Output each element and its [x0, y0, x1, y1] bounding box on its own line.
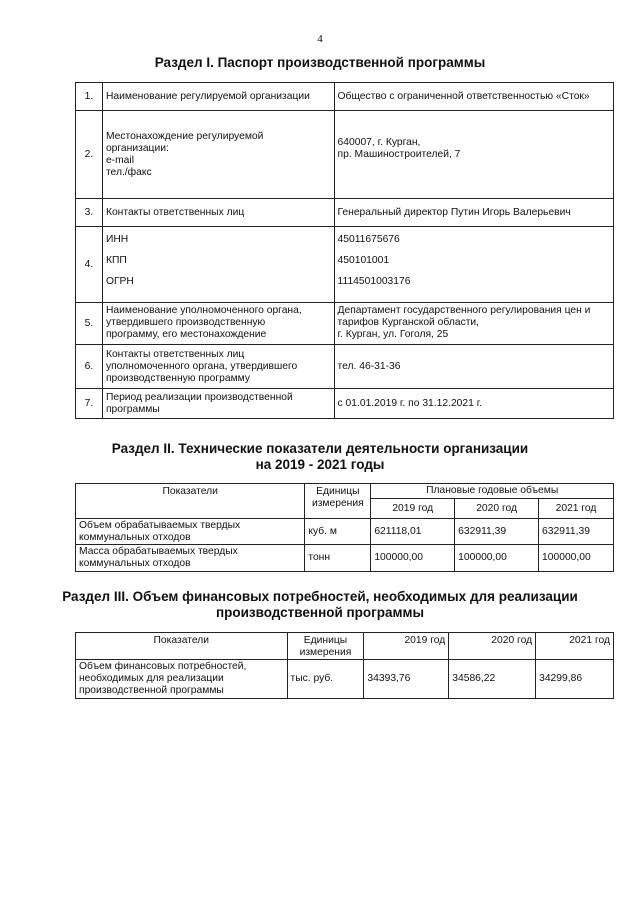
label-line: уполномоченного органа, утвердившего [105, 360, 298, 372]
row-value: 34299,86 [536, 660, 614, 699]
label-line: программу, его местонахождение [105, 329, 267, 340]
row-number: 3. [76, 199, 103, 227]
label-line: Объем обрабатываемых твердых [79, 519, 241, 531]
row-value: 100000,00 [539, 545, 614, 572]
row-unit: тыс. руб. [287, 660, 364, 699]
row-label [102, 111, 334, 199]
label-line: необходимых для реализации [79, 673, 224, 684]
row-value [334, 227, 613, 303]
value-line: Департамент государственного регулирования цен и [337, 305, 591, 316]
col-header-units [305, 484, 371, 519]
header-row [76, 633, 614, 660]
table-row [76, 660, 614, 699]
row-value: 621118,01 [371, 519, 455, 545]
row-value: 632911,39 [455, 519, 539, 545]
value-line: 450101001 [337, 255, 390, 266]
row-value: 34586,22 [449, 660, 536, 699]
col-header-year: 2020 год [455, 499, 539, 519]
label-line: Наименование уполномоченного органа, [105, 305, 302, 316]
col-header-year: 2019 год [371, 499, 455, 519]
header-row [76, 484, 614, 499]
row-value [334, 303, 613, 345]
label-line: утвердившего производственную [105, 317, 266, 328]
section2-title-line2: на 2019 - 2021 годы [255, 457, 385, 472]
row-label: Контакты ответственных лиц [102, 199, 334, 227]
row-value: 100000,00 [371, 545, 455, 572]
label-line: Период реализации производственной [105, 391, 293, 403]
col-header-planned: Плановые годовые объемы [371, 484, 614, 499]
row-unit: куб. м [305, 519, 371, 545]
row-value: 632911,39 [539, 519, 614, 545]
value-line: 640007, г. Курган, [337, 136, 421, 148]
label-line: программы [105, 403, 160, 415]
row-value: Генеральный директор Путин Игорь Валерьевич [334, 199, 613, 227]
row-label [76, 519, 305, 545]
label-line: коммунальных отходов [79, 531, 191, 543]
row-value: тел. 46-31-36 [334, 345, 613, 389]
label-line: ИНН [105, 234, 129, 245]
table-row [76, 519, 614, 545]
header-line: Единицы [303, 635, 348, 646]
row-number: 6. [76, 345, 103, 389]
table-row [76, 545, 614, 572]
value-line: г. Курган, ул. Гоголя, 25 [337, 329, 449, 340]
header-line: Единицы [316, 486, 360, 497]
table-row [76, 227, 614, 303]
row-value [334, 111, 613, 199]
row-label [76, 545, 305, 572]
row-value: с 01.01.2019 г. по 31.12.2021 г. [334, 389, 613, 419]
table-row [76, 111, 614, 199]
value-line: 45011675676 [337, 234, 400, 245]
row-label [102, 303, 334, 345]
header-line: измерения [299, 647, 352, 658]
table-row [76, 83, 614, 111]
row-label [102, 227, 334, 303]
col-header-units [287, 633, 364, 660]
row-number: 4. [76, 227, 103, 303]
row-number: 1. [76, 83, 103, 111]
technical-indicators-table [75, 483, 614, 572]
label-line: e-mail [105, 154, 134, 166]
col-header-indicator: Показатели [76, 484, 305, 519]
label-line: коммунальных отходов [79, 558, 191, 569]
row-label: Наименование регулируемой организации [102, 83, 334, 111]
row-number: 7. [76, 389, 103, 419]
label-line: Объем финансовых потребностей, [79, 661, 247, 672]
col-header-year: 2020 год [449, 633, 536, 660]
row-unit: тонн [305, 545, 371, 572]
row-number: 5. [76, 303, 103, 345]
row-value: 34393,76 [364, 660, 449, 699]
header-line: измерения [311, 498, 364, 509]
section3-title-line1: Раздел III. Объем финансовых потребностей, необходимых для реализации [62, 589, 578, 604]
table-row [76, 199, 614, 227]
section3-title-line2: производственной программы [215, 605, 425, 620]
row-value: Общество с ограниченной ответственностью «Сток» [334, 83, 613, 111]
row-label [102, 345, 334, 389]
col-header-indicator: Показатели [76, 633, 288, 660]
table-row [76, 389, 614, 419]
table-row [76, 303, 614, 345]
col-header-year: 2019 год [364, 633, 449, 660]
label-line: ОГРН [105, 276, 134, 287]
section2-title-line1: Раздел II. Технические показатели деятельности организации [111, 441, 529, 456]
row-label [102, 389, 334, 419]
label-line: организации: [105, 142, 169, 154]
section1-title: Раздел I. Паспорт производственной программы [154, 55, 486, 70]
value-line: пр. Машиностроителей, 7 [337, 148, 461, 160]
page-number: 4 [317, 33, 323, 45]
col-header-year: 2021 год [539, 499, 614, 519]
value-line: 1114501003176 [337, 276, 411, 287]
label-line: Местонахождение регулируемой [105, 130, 264, 142]
label-line: тел./факс [105, 166, 152, 178]
col-header-year: 2021 год [536, 633, 614, 660]
label-line: Контакты ответственных лиц [105, 348, 245, 360]
value-line: тарифов Курганской области, [337, 317, 480, 328]
passport-table [75, 82, 614, 419]
row-value: 100000,00 [455, 545, 539, 572]
label-line: Масса обрабатываемых твердых [79, 546, 238, 557]
label-line: производственную программу [105, 372, 251, 384]
label-line: КПП [105, 255, 127, 266]
financial-needs-table [75, 632, 614, 699]
row-label [76, 660, 288, 699]
table-row [76, 345, 614, 389]
label-line: производственной программы [79, 685, 224, 696]
row-number: 2. [76, 111, 103, 199]
